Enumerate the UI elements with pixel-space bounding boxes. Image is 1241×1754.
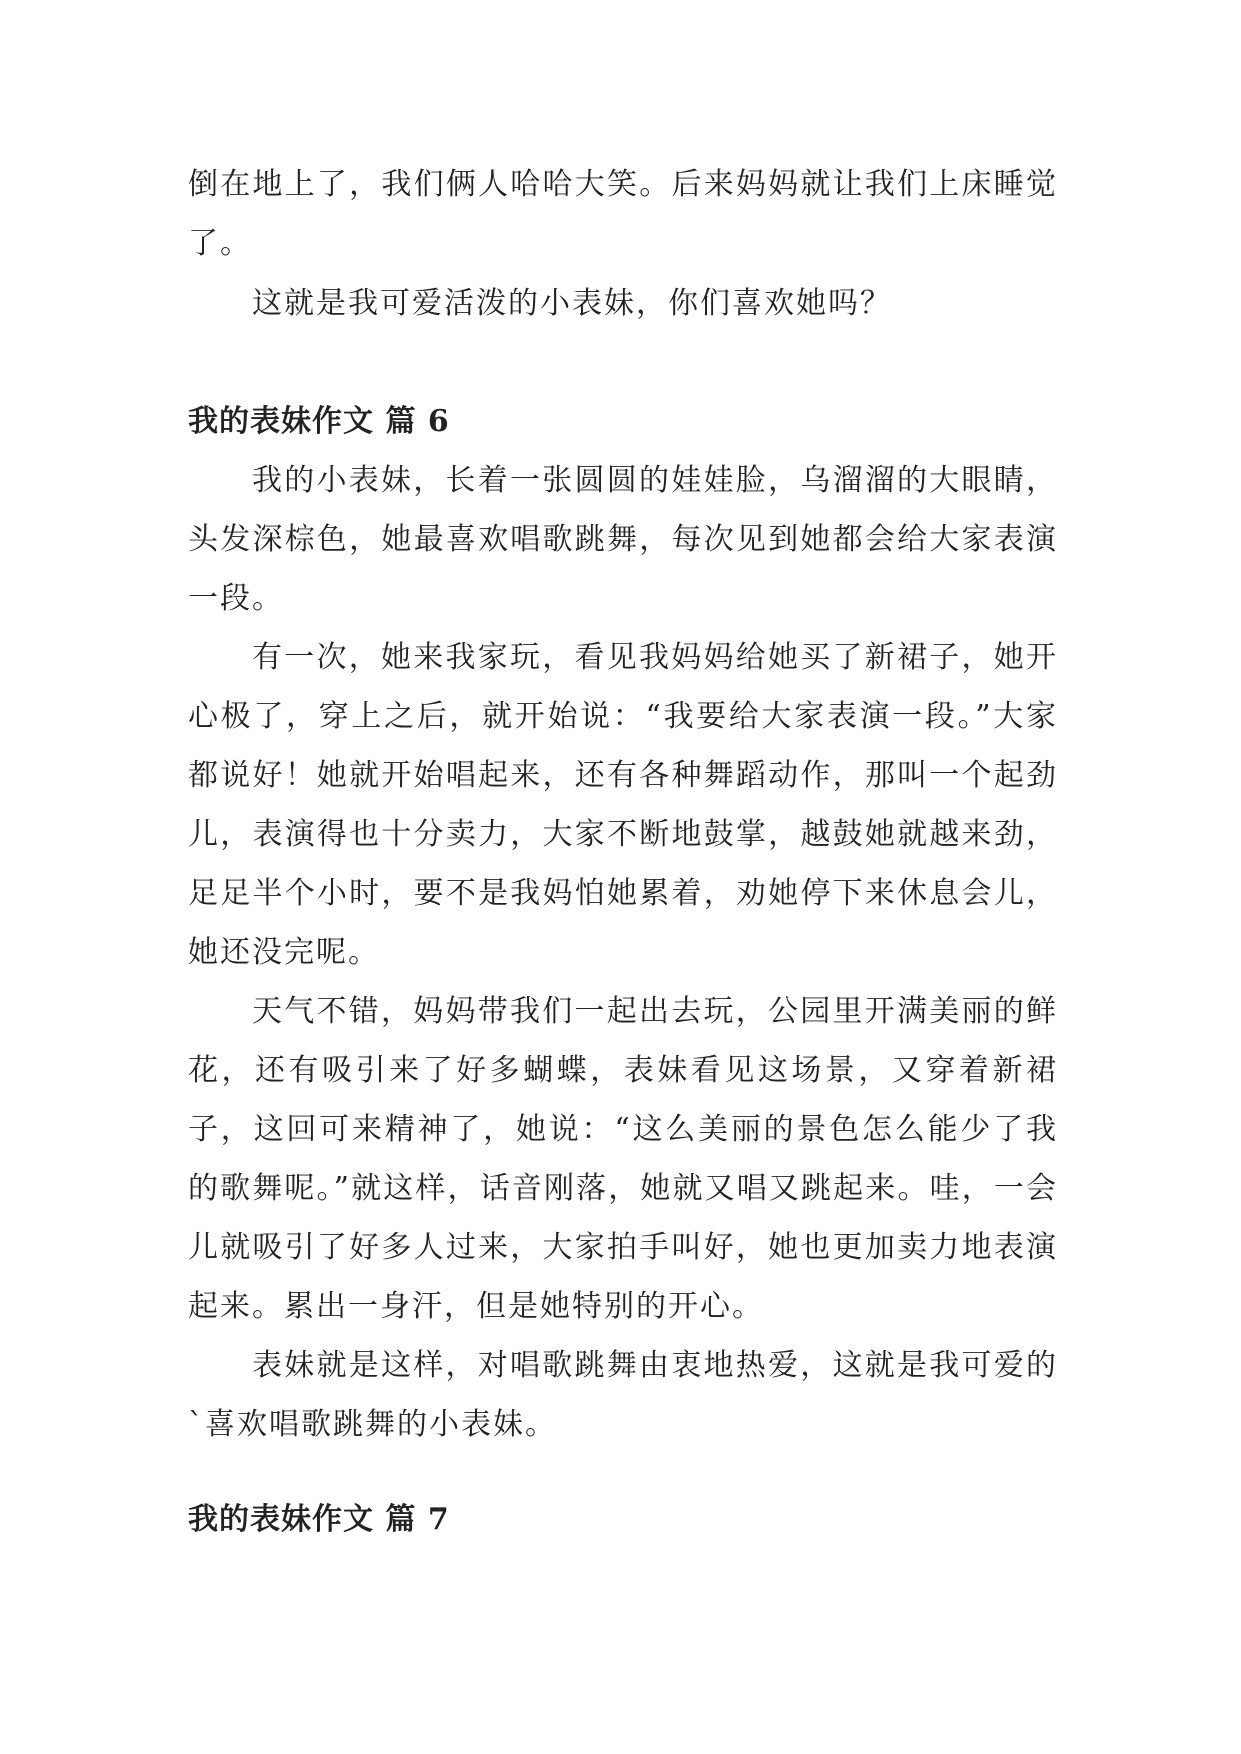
section-6-paragraph-1: 我的小表妹，长着一张圆圆的娃娃脸，乌溜溜的大眼睛，头发深棕色，她最喜欢唱歌跳舞，每次见到她都会给大家表演一段。 [188,463,1058,616]
section-6-paragraph-2: 有一次，她来我家玩，看见我妈妈给她买了新裙子，她开心极了，穿上之后，就开始说：“我要给大家表演一段。”大家都说好！她就开始唱起来，还有各种舞蹈动作，那叫一个起劲儿，表演得也十分卖力，大家不断地鼓掌，越鼓她就越来劲，足足半个小时，要不是我妈怕她累着，劝她停下来休息会儿，她还没完呢。 [188,640,1058,970]
section-7-heading: 我的表妹作文 篇 7 [188,1502,450,1537]
continuation-paragraph: 倒在地上了，我们俩人哈哈大笑。后来妈妈就让我们上床睡觉了。 [188,167,1058,261]
section-6-paragraph-3: 天气不错，妈妈带我们一起出去玩，公园里开满美丽的鲜花，还有吸引来了好多蝴蝶，表妹看见这场景，又穿着新裙子，这回可来精神了，她说：“这么美丽的景色怎么能少了我的歌舞呢。”就这样，话音刚落，她就又唱又跳起来。哇，一会儿就吸引了好多人过来，大家拍手叫好，她也更加卖力地表演起来。累出一身汗，但是她特别的开心。 [188,994,1058,1324]
closing-paragraph: 这就是我可爱活泼的小表妹，你们喜欢她吗？ [252,286,892,321]
section-6-body [188,451,1058,1454]
section-6-heading: 我的表妹作文 篇 6 [188,404,450,439]
section-6-paragraph-4: 表妹就是这样，对唱歌跳舞由衷地热爱，这就是我可爱的`喜欢唱歌跳舞的小表妹。 [188,1348,1058,1442]
